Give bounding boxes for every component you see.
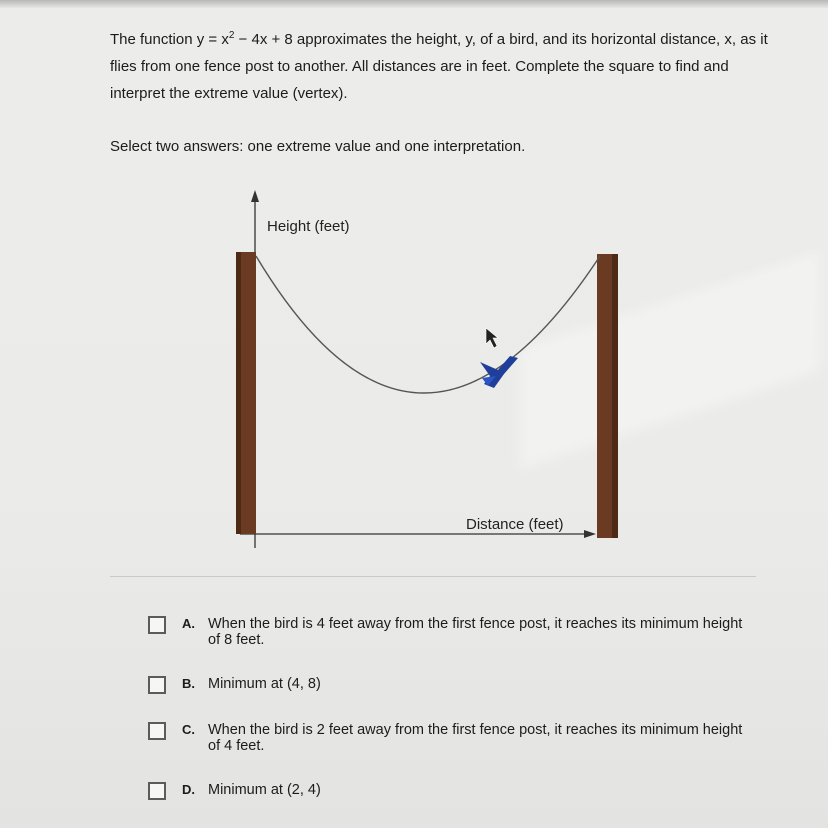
option-b-text: Minimum at (4, 8) <box>208 676 321 692</box>
option-a-letter: A. <box>182 616 195 631</box>
x-axis-label: Distance (feet) <box>466 516 564 533</box>
option-b-checkbox[interactable] <box>148 676 166 694</box>
section-divider <box>110 576 756 577</box>
bird-icon <box>480 356 518 388</box>
option-b[interactable] <box>148 676 748 694</box>
option-c-text: When the bird is 2 feet away from the first fence post, it reaches its minimum height of 4 feet. <box>208 722 743 754</box>
y-axis-arrow <box>251 190 259 202</box>
option-a-checkbox[interactable] <box>148 616 166 634</box>
option-d-text: Minimum at (2, 4) <box>208 782 321 798</box>
question-part-1: The function y = x <box>110 31 229 48</box>
option-c-letter: C. <box>182 722 195 737</box>
instruction-text: Select two answers: one extreme value and one interpretation. <box>110 138 526 155</box>
option-c-checkbox[interactable] <box>148 722 166 740</box>
option-a-text: When the bird is 4 feet away from the first fence post, it reaches its minimum height of 8 feet. <box>208 616 743 648</box>
mouse-cursor-icon <box>486 328 498 348</box>
y-axis-label: Height (feet) <box>267 218 350 235</box>
option-b-letter: B. <box>182 676 195 691</box>
option-a[interactable] <box>148 616 748 648</box>
option-d[interactable] <box>148 782 748 800</box>
option-d-checkbox[interactable] <box>148 782 166 800</box>
question-part-2: − 4x + 8 approximates the height, y, of a bird, and its horizontal distance, x, as it flies from one fence post to another. All distances are in feet. Complete the square to find and interpret the extreme value (vertex). <box>110 31 768 102</box>
flight-path-curve <box>256 256 600 393</box>
option-d-letter: D. <box>182 782 195 797</box>
option-c[interactable] <box>148 722 748 754</box>
x-axis-arrow <box>584 530 596 538</box>
question-exponent: 2 <box>228 30 235 41</box>
